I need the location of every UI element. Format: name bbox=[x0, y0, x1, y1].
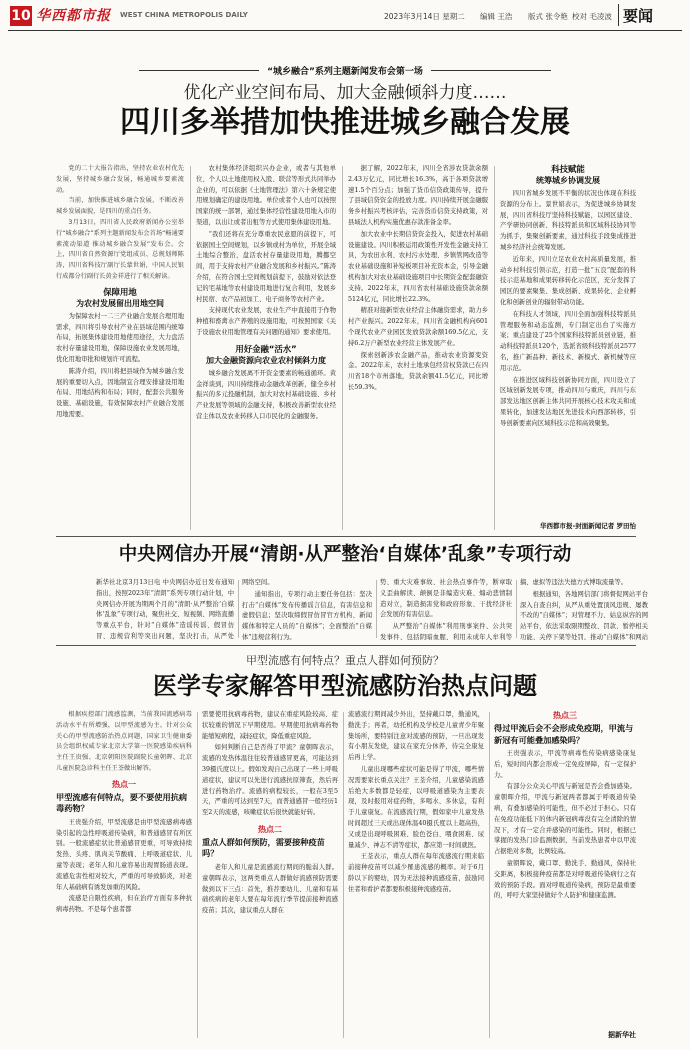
hot-topic-3-label: 热点三 bbox=[553, 711, 577, 720]
hot-topic-2-label: 热点二 bbox=[258, 824, 282, 834]
subheading-technology: 科技赋能 统筹城乡协调发展 bbox=[536, 164, 600, 185]
masthead bbox=[0, 0, 690, 40]
hot-topic-1-question: 甲型流感有何特点，要不要使用抗病毒药物？ bbox=[56, 791, 188, 814]
story1-lead: 党的二十大报告指出，坚持农业农村优先发展，坚持城乡融合发展，畅通城乡要素流动。 当前，加快推进城乡融合发展，不断改善城乡发展面貌，是四川的重点任务。 3月13日，四川省人民政府新闻办公室举行“城乡融合”系列主题新闻发布会首场“畅通要素流动渠道 推动城乡融合发展”发布会。会上，四川省自然资源厅党组成员、总规划师陈涛，四川省科技厅副厅长蒙世娟，中国人民银行成都分行副行长黄金祥进行了相关解读。 bbox=[56, 165, 184, 280]
hot-topic-3-question: 得过甲流后会不会形成免疫期，甲流与新冠有可能叠加感染吗？ bbox=[494, 723, 634, 745]
kicker-text: “城乡融合”系列主题新闻发布会第一场 bbox=[267, 67, 423, 77]
story1-kicker bbox=[0, 60, 690, 79]
paper-logo: 华西都市报 bbox=[36, 8, 111, 24]
story3-byline: 据新华社 bbox=[608, 1031, 636, 1039]
subheading-land: 保障用地 为农村发展留出用地空间 bbox=[76, 286, 164, 308]
story1-subtitle: 优化产业空间布局、加大金融倾斜力度…… bbox=[183, 83, 507, 103]
story1-byline: 华西都市报-封面新闻记者 罗田怡 bbox=[540, 522, 636, 530]
hot-topic-1-label: 热点一 bbox=[112, 779, 136, 789]
story1-column-2: 农村集体经济组织兴办企业，或者与其他单位、个人以土地使用权入股、联营等形式共同举办企业的，可以依据《土地管理法》第六十条规定使用规划确定的建设用地。单位或者个人也可以按照国家的统一部署，通过集体经营性建设用地入市的渠道，以出让或者出租等方式使用集体建设用地。 “我们还将在充分尊重农民意愿的前提下，可依据国土空间规划，以乡镇或村为单位，开展全域土地综合整治，盘活农村存量建设用地，腾挪空间，用于支持农村产业融合发展和乡村振兴。”陈涛介绍，在符合国土空间规划前提下，鼓励对依法登记的宅基地等农村建设用地进行复合利用，发展乡村民宿、农产品初加工、电子商务等农村产业。 支持现代农业发展，农业生产中直接用于作物种植和畜禽水产养殖的设施用地，可按照国家《关于设施农业用地管理有关问题的通知》要求使用。 用好金融“活水” 加大金融资源向农业农村倾斜力度 城乡融合发展离不开资金要素的畅通循环。黄金祥谈到，四川持续推动金融改革创新，健全乡村振兴的多元投融机制，加大对农村基础设施、乡村产业发展等领域的金融支持，积极改善新型农业经营主体以及农业转移人口市民化的金融服务。 bbox=[196, 165, 336, 420]
designer-credit: 版式 张令艳 bbox=[528, 12, 568, 21]
hot-topic-2-question: 重点人群如何预防，需要接种疫苗吗？ bbox=[202, 836, 325, 859]
story3-column-1: 根据疾控部门流感监测，当前我国流感病毒活动水平有所增强，以甲型流感为主。针对公众关心的甲型流感防治热点问题，国家卫生健康委员会组织权威专家北京大学第一医院感染疾病科主任王贵强、北京朝阳医院副院长童朝晖、北京儿童医院急诊科主任王荃做出解答。 热点一 甲型流感有何特点，要不要使用抗病毒药物？ 王贵强介绍，甲型流感是由甲型流感病毒感染引起的急性呼吸道传染病，和普通感冒有所区别。一般流感症状比普通感冒更重，可导致持续发热、头疼、肌肉关节酸痛、上呼吸道症状、儿童等表现；老年人和儿童容易出现胃肠道表现。流感危害性相对较大，严重的可导致肺炎，对老年人基础病有诱发加重的风险。 流感是自限性疾病，但在治疗方面有多种抗病毒药物。不是每个患者都 bbox=[56, 711, 192, 914]
paper-english-name: WEST CHINA METROPOLIS DAILY bbox=[120, 11, 248, 19]
story2-column-1: 新华社北京3月13日电 中央网信办近日发布通知指出，按照2023年“清朗”系列专项行动计划，中央网信办开展为期两个月的“清朗·从严整治‘自媒体’乱象”专项行动，聚焦社交、短视频、网络直播等重点平台，针对“自媒体”造谣传谣、假冒仿冒、违规营利等突出问题，坚决打击，从严处 bbox=[96, 579, 234, 640]
story3-column-3: 流感流行期间减少外出，坚持戴口罩，勤通风，勤洗手；再者，幼托机构及学校是儿童青少年聚集场所，要特别注意对流感的预防，一旦出现发有小朋友发烧，建议在家充分休养，待完全康复后再上学。 儿童出现哪些症状可能是得了甲流，哪些情况需要家长重点关注？王荃介绍，儿童感染流感后绝大多数都是轻症，以呼吸道感染为主要表现，及时报用对症药物，多喝水、多休息，有利于儿童康复。在流感流行期，假如家中儿童发热时间超过三天或出现体温40摄氏度以上超高热，又或是出现呼吸困难、脸色苍白、喂食困难、尿量减少、神志不清等症状，都应第一时间就医。 王荃表示，重点人群在每年流感流行期来临前接种疫苗可以减少罹患流感的概率。对于6月龄以下的婴幼，因为无法接种流感疫苗，鼓励同住者和看护者都要积极接种流感疫苗。 bbox=[348, 711, 484, 893]
story2-headline: 中央网信办开展“清朗·从严整治‘自媒体’乱象”专项行动 bbox=[118, 544, 572, 565]
editor-credit: 编辑 王浩 bbox=[480, 12, 513, 21]
story3-column-4: 热点三 得过甲流后会不会形成免疫期，甲流与新冠有可能叠加感染吗？ 王贵强表示，甲流等病毒性传染病感染康复后，短时间内都会形成一定免疫屏障，有一定保护力。 有部分公众关心甲流与新冠是否会叠加感染。童朝晖介绍，甲流与新冠两者都属于呼吸道传染病，有叠加感染的可能性，但不必过于担心。只有在免疫功能低下的体内新冠病毒没有完全清除的情况下，才有一定合并感染的可能性。同时，根据已掌握的发热门诊监测数据，当前发热患者中以甲流占据绝对多数，比例较高。 童朝晖说，戴口罩、勤洗手、勤通风，保持社交距离，积极接种疫苗都是对呼吸道传染病行之有效的预防手段。面对呼吸道传染病，预防是最重要的，呼吁大家坚持做好个人防护和健康监测。 bbox=[494, 711, 636, 900]
headline-emphasis: 自媒体 bbox=[385, 544, 442, 565]
story1-column-4: 科技赋能 统筹城乡协调发展 四川省城乡发展不平衡的状况也体现在科技资源的分布上。景世娟表示，为促进城乡协调发展，四川省科技厅坚持科技赋能，以园区建设、产学研协同创新、科技特派员和区域科技协同等为抓手，集聚创新要素，通过科技手段集成推进城乡经济社会统筹发展。 近年来，四川立足农业农村高质量发展，推动乡村科技引领示范，打造一批“五良”配套的科技示范基地和成果转移转化示范区，充分发挥了园区的要素聚集、集成创新、成果转化、企业孵化和创新创业的辐射带动功能。 在科技人才领域，四川全面加强科技特派员管理服务和动态监测，专门制定出台了实施方案；重点建设了25个国家科技特派员创业链，推动科技特派员120个，选派省级科技特派员2577名，推广新品种、新技术、新模式、新机械等应用示范。 在推进区域科技创新协同方面，四川设立了区域创新发展专项，推动四川与重庆，四川与东部发达地区创新主体共同开展核心技术攻关和成果转化，加速发达地区先进技术向西部转移，引导创新要素向区域科技示范和高效聚集。 bbox=[500, 164, 636, 427]
story2-column-4: 搞、虚拟等违法失德方式博取流量等。 根据通知，各地网信部门将督促网站平台深入自查自纠，从严从重处置顶风违规、屡教不改的“自媒体”；对管理不力、姑息纵容的网站平台，依法采取限期整改、罚款、暂停相关功能、关停下架等处罚，推动“自媒体”和网站 bbox=[520, 579, 648, 640]
proofreader-credit: 校对 毛凌波 bbox=[572, 12, 612, 21]
story2-column-2: 网络空间。 通知指出，专项行动主要任务包括：坚决打击“自媒体”发布传播谣言信息，有害信息和虚假信息；坚决取缔假冒仿冒官方机构、新闻媒体和特定人员的“自媒体”；全面整治“自媒体”违规营利行为。 bbox=[242, 579, 372, 640]
story3-headline: 医学专家解答甲型流感防治热点问题 bbox=[153, 672, 537, 700]
header-rule bbox=[8, 30, 682, 31]
story1-headline: 四川多举措加快推进城乡融合发展 bbox=[120, 105, 570, 140]
story-divider-2 bbox=[56, 645, 636, 646]
issue-date: 2023年3月14日 星期二 bbox=[384, 12, 465, 21]
story3-column-2: 需要使用抗病毒药物，建议在重症风险较高、症状较重的情况下早期使用。早期使用抗病毒药物能缩短病程，减轻症状，降低重症风险。 如何判断自己是否得了甲流？童朝晖表示，流感的发热体温往往较普通感冒更高，可能达到39摄氏度以上。假如发现自己出现了一些上呼吸道症状，建议可以先进行流感抗原筛查，然后再进行药物治疗。流感的病程较长，一般在3至5天，严重的可达到至7天，而普通感冒一般经历1至2天的流感，咳嗽症状后很快就能好转。 热点二 重点人群如何预防，需要接种疫苗吗？ 老年人和儿童是流感流行期间的脆弱人群。童朝晖表示，这两类重点人群做好流感预防需要做到以下三点：首先，推荐要幼儿、儿童和有基础疾病的老年人要在每年流行季节提前接种流感疫苗；其次，建议重点人群在 bbox=[202, 711, 338, 915]
story2-column-3: 势、重大灾难事故、社会热点事件等，断章取义歪曲解读、颠倒是非编造灾难、煽动悲情制造对立，制造损害党和政府形象、干扰经济社会发展的有害信息。 从严整治“自媒体”利用刑事案件、公共突发事件、包括阴暗血腥、利用未成年人牟利等 bbox=[380, 579, 512, 640]
section-name: 要闻 bbox=[623, 7, 654, 25]
story-divider-1 bbox=[56, 536, 636, 537]
story1-column-3: 据了解，2022年末，四川全省涉农贷款余额2.43万亿元，同比增长16.3%，高于各项贷款增速1.5个百分点；加强了货币信贷政策传导，提升了县域信贷资金的投放力度。四川持续开展金融服务乡村振兴考核评估，完善货币信贷支持政策，对县域法人机构实施优惠存款准备金率。 加大农业中长期信贷资金投入，促进农村基础设施建设。四川积极运用政策性开发性金融支持工具，为农田水利、农村污水处理、乡镇管网改造等农业基础设施和补短板项目补充资本金，引导金融机构加大对农业基础设施项目中长期资金配套融资支持。2022年末，四川省农村基础设施贷款余额5124亿元，同比增长22.3%。 精准对接新型农业经营主体融资需求，助力乡村产业振兴。2022年末，四川省金融机构向601个现代农业产业园区发放贷款余额169.5亿元，支持6.2万户新型农业经营主体发展产业。 探索创新涉农金融产品，推动农业资源变资金。2022年末，农村土地承包经营权贷款已在四川省18个市州落地，贷款余额41.5亿元，同比增长59.3%。 bbox=[348, 165, 488, 391]
story3-kicker: 甲型流感有何特点？重点人群如何预防？ bbox=[246, 654, 444, 667]
story1-column-1: 党的二十大报告指出，坚持农业农村优先发展，坚持城乡融合发展，畅通城乡要素流动。 当前，加快推进城乡融合发展，不断改善城乡发展面貌，是四川的重点任务。 3月13日，四川省人民政府新闻办公室举行“城乡融合”系列主题新闻发布会首场“畅通要素流动渠道 推动城乡融合发展”发布会。会上，四川省自然资源厅党组成员、总规划师陈涛，四川省科技厅副厅长蒙世娟，中国人民银行成都分行副行长黄金祥进行了相关解读。 保障用地 为农村发展留出用地空间 为保障农村一二三产业融合发展合理用地需求，四川将引导农村产业在县域范围内统筹布局，拓展集体建设用地使用途径，大力盘活农村存量建设用地，保障设施农业发展用地，优化用地审批和规划许可流程。 陈涛介绍，四川将把县域作为城乡融合发展的重要切入点，因地制宜合理安排建设用地布局、用地结构和布局；同时，配套公共服务设施、基础设施，有效保障农村产业融合发展用地需要。 bbox=[56, 165, 184, 418]
page-number: 10 bbox=[11, 8, 31, 24]
subheading-finance: 用好金融“活水” 加大金融资源向农业农村倾斜力度 bbox=[206, 343, 326, 365]
